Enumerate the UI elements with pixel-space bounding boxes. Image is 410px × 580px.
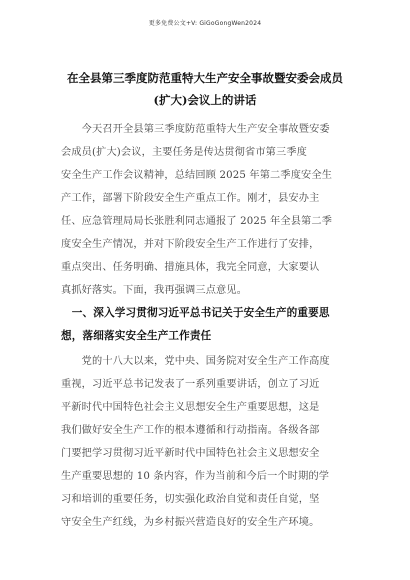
section-heading-line-1: 一、深入学习贯彻习近平总书记关于安全生产的重要思 (61, 307, 330, 319)
document-title-line-1: 在全县第三季度防范重特大生产安全事故暨安委会成员 (67, 71, 343, 85)
paragraph-line: 度安全生产情况，并对下阶段安全生产工作进行了安排， (61, 239, 320, 250)
paragraph-line: 重点突出、任务明确、措施具体，我完全同意，大家要认 (61, 262, 320, 273)
paragraph-line: 会成员(扩大)会议，主要任务是传达贯彻省市第三季度 (61, 147, 308, 158)
paragraph-line: 安全生产工作会议精神，总结回顾 2025 年第二季度安全生 (61, 170, 333, 181)
header-watermark: 更多免费公文+V: GiGoGongWen2024 (148, 20, 262, 27)
paragraph-line: 产工作，部署下阶段安全生产重点工作。刚才，县安办主 (61, 193, 320, 204)
section-heading-line-2: 想，落细落实安全生产工作责任 (61, 330, 212, 342)
paragraph-line: 平新时代中国特色社会主义思想安全生产重要思想，这是 (61, 402, 320, 413)
paragraph-line: 任、应急管理局局长张胜利同志通报了 2025 年全县第二季 (61, 216, 333, 227)
paragraph-line: 真抓好落实。下面，我再强调三点意见。 (61, 285, 248, 296)
document-title-line-2: (扩大)会议上的讲话 (153, 93, 257, 107)
paragraph-line: 守安全生产红线，为乡村振兴营造良好的安全生产环境。 (61, 517, 320, 528)
paragraph-line: 重视，习近平总书记发表了一系列重要讲话，创立了习近 (61, 379, 320, 390)
paragraph-line: 今天召开全县第三季度防范重特大生产安全事故暨安委 (61, 124, 330, 135)
paragraph-line: 我们做好安全生产工作的根本遵循和行动指南。各级各部 (61, 425, 320, 436)
paragraph-line: 党的十八大以来，党中央、国务院对安全生产工作高度 (61, 356, 330, 367)
paragraph-line: 门要把学习贯彻习近平新时代中国特色社会主义思想安全 (61, 448, 320, 459)
paragraph-line: 习和培训的重要任务，切实强化政治自觉和责任自觉，坚 (61, 494, 320, 505)
paragraph-line: 生产重要思想的 10 条内容，作为当前和今后一个时期的学 (61, 471, 330, 482)
